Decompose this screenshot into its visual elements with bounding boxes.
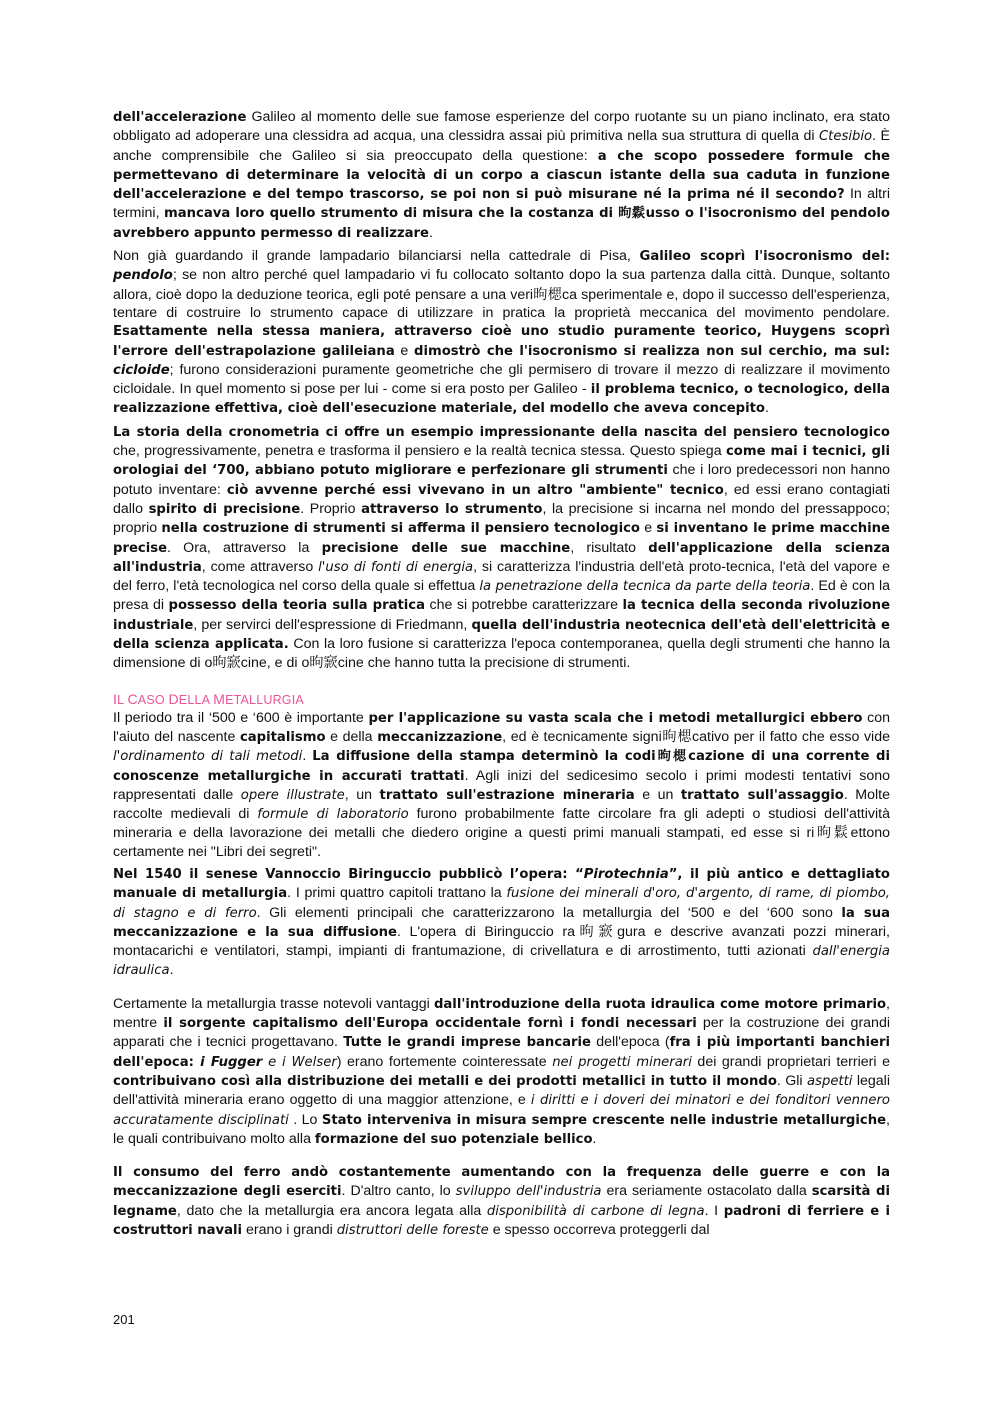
bold-text: la sua meccanizzazione e la sua diffusione	[113, 905, 891, 940]
text-run: erano i grandi	[242, 1222, 337, 1239]
bold-text: capitalismo	[239, 729, 326, 745]
bold-text: mancava loro quello strumento di misura che la costanza di 昫鬏usso o l'isocronismo del pendolo avrebbero appunto permesso di realizzare	[113, 206, 890, 241]
text-run: .	[169, 962, 174, 979]
text-run: Non già guardando il grande lampadario bilanciarsi nella cattedrale di Pisa,	[113, 248, 640, 265]
bold-text: il problema tecnico, o tecnologico, della realizzazione effettiva, cioè dell'esecuzione materiale, del modello che aveva concepito	[113, 382, 890, 417]
italic-text: distruttori delle foreste	[336, 1223, 489, 1239]
bold-text: meccanizzazione	[377, 729, 503, 745]
text-run: , si caratterizza l'industria dell'età proto-tecnica, l'età del vapore e del ferro, l'età tecnologica nel corso della quale si effettua	[113, 558, 891, 595]
text-run: ; se non altro perché quel lampadario vi fu collocato soltanto dopo la sua partenza dalla città. Dunque, soltanto allora, cioè dopo la deduzione teorica, egli poté pensare a una veri昫楒ca sperimentale e, dopo il successo dell'esperienza, tentare di costruire lo strumento capace di utilizzare in pratica la proprietà meccanica del movimento pendolare.	[113, 267, 890, 321]
bold-text: trattato sull'assaggio	[680, 787, 844, 803]
text-run: e spesso occorreva proteggerli dal	[488, 1222, 710, 1239]
text-run: , per servirci dell'espressione di Friedmann,	[193, 616, 472, 633]
text-run: , un	[344, 786, 380, 803]
bold-text: Nel 1540 il senese Vannoccio Biringuccio pubblicò l’opera: “	[113, 866, 584, 882]
text-run: . D'altro canto, lo	[341, 1183, 456, 1200]
text-run: , ed essi erano contagiati dallo	[113, 481, 890, 517]
text-run: .	[302, 748, 313, 765]
text-run: . Ed è con la presa di	[113, 578, 890, 614]
text-run: e	[640, 520, 657, 537]
text-run: . I primi quattro capitoli trattano la	[287, 885, 507, 902]
text-run: , la precisione si incarna nel mondo del pressappoco; proprio	[113, 500, 891, 537]
text-run: , le quali contribuivano molto alla	[113, 1111, 890, 1147]
text-run: . Lo	[288, 1111, 322, 1128]
bold-text: scarsità di legname	[113, 1184, 890, 1219]
paragraph-p4	[113, 709, 890, 861]
bold-italic-text: Pirotechnia	[583, 866, 669, 882]
text-run: .	[765, 400, 769, 417]
text-run: . Gli elementi principali che caratterizzarono la metallurgia del ‘500 e del ‘600 sono	[256, 904, 842, 921]
text-run: . Molte raccolte medievali di	[113, 786, 891, 823]
text-run: che si potrebbe caratterizzare	[425, 597, 623, 614]
italic-text: l'uso di fonti di energia	[318, 559, 474, 575]
bold-text: possesso della teoria sulla pratica	[168, 598, 426, 614]
section-text-2	[113, 709, 890, 1241]
text-run: Galileo al momento delle sue famose esperienze del corpo ruotante su un piano inclinato, era stato obbligato ad adoperare una clessidra ad acqua, una clessidra assai più primitiva nella sua struttura di quella di	[113, 109, 890, 145]
text-run: . Agli inizi del sedicesimo secolo i primi modesti tentativi sono rappresentati dalle	[113, 767, 890, 803]
italic-text: la penetrazione della tecnica da parte della teoria	[479, 579, 811, 595]
text-run: , come attraverso	[201, 558, 319, 575]
text-run: ) erano fortemente cointeressate	[336, 1053, 553, 1070]
paragraph-p3	[113, 423, 890, 673]
text-run: . Proprio	[300, 500, 362, 517]
italic-text: disponibilità di carbone di legna	[486, 1203, 705, 1219]
bold-text: a che scopo possedere formule che permettevano di determinare la velocità di un corpo a ciascun istante della sua caduta in funzione dell'accelerazione e del tempo trascorso, se poi non si può misurane né la prima né il secondo?	[113, 148, 890, 203]
italic-text: nei progetti minerari	[552, 1054, 692, 1070]
bold-text: Stato interveniva in misura sempre crescente nelle industrie metallurgiche	[321, 1112, 887, 1128]
text-run: con l'aiuto del nascente	[113, 709, 890, 745]
text-run: ; furono considerazioni puramente geometriche che gli permisero di trovare il mezzo di realizzare il movimento cicloidale. In quel momento si pose per lui - come si era posto per Galileo -	[113, 361, 890, 398]
bold-italic-text: i Fugger	[200, 1054, 263, 1070]
bold-text: contribuivano così alla distribuzione dei metalli e dei prodotti metallici in tutto il mondo	[113, 1073, 777, 1089]
text-run: furono probabilmente fatte circolare fra gli adepti o studiosi dell'attività mineraria e della lavorazione dei metalli che diedero origine a questi primi manuali stampati, ed esse si ri昫鬏ettono certamente nei "Libri dei segreti".	[113, 806, 890, 860]
text-run: era seriamente ostacolato dalla	[601, 1183, 812, 1200]
bold-text: trattato sull'estrazione mineraria	[379, 787, 635, 803]
paragraph-p7	[113, 1163, 890, 1240]
text-run: , ed è tecnicamente signi昫楒cativo per il fatto che esso vide	[502, 728, 890, 745]
text-run: per la costruzione dei grandi apparati che i tecnici progettavano.	[113, 1015, 890, 1051]
text-run: Certamente la metallurgia trasse notevoli vantaggi	[113, 995, 434, 1012]
bold-text: nella costruzione di strumenti si afferma il pensiero tecnologico	[161, 521, 640, 537]
bold-text: dell'accelerazione	[113, 110, 247, 125]
bold-text: ciò avvenne perché essi vivevano in un altro "ambiente" tecnico	[226, 482, 724, 498]
bold-text: formazione del suo potenziale bellico	[314, 1131, 593, 1147]
bold-text: precisione delle sue macchine	[321, 540, 571, 556]
paragraph-p2	[113, 247, 890, 419]
text-run: dei grandi proprietari terrieri e	[691, 1053, 890, 1070]
italic-text: e i	[262, 1054, 292, 1070]
italic-text: fusione dei minerali d'oro, d'argento, di rame, di piombo, di stagno e di ferro	[113, 886, 890, 921]
text-run: dell'epoca (	[591, 1034, 670, 1051]
text-run: e	[394, 342, 415, 359]
bold-text: Tutte le grandi imprese bancarie	[343, 1035, 592, 1051]
text-run: che i loro predecessori non hanno potuto inventare:	[113, 462, 890, 498]
italic-text: opere illustrate	[240, 787, 345, 803]
bold-text: il sorgente capitalismo dell'Europa occidentale fornì i fondi necessari	[163, 1016, 697, 1032]
section-heading	[113, 691, 890, 707]
italic-text: dall'energia idraulica	[113, 944, 890, 979]
text-run: .	[429, 224, 433, 241]
bold-text: La storia della cronometria ci offre un esempio impressionante della nascita del pensiero tecnologico	[113, 424, 890, 440]
bold-text: La diffusione della stampa determinò la codi昫楒cazione di una corrente di conoscenze metallurgiche in accurati trattati	[113, 749, 891, 784]
italic-text: sviluppo dell'industria	[455, 1184, 602, 1200]
bold-text: quella dell'industria neotecnica dell'età dell'elettricità e della scienza applicata.	[113, 617, 890, 653]
bold-italic-text: cicloide	[113, 362, 170, 378]
document-body	[113, 108, 890, 1244]
section-heading-text: IL CASO DELLA METALLURGIA	[113, 690, 304, 707]
text-run: , dato che la metallurgia era ancora legata alla	[176, 1202, 487, 1219]
text-run: In altri termini,	[113, 186, 890, 222]
page-number: 201	[113, 1312, 135, 1327]
text-run: . L'opera di Biringuccio ra昫窾gura e descrive avanzati pozzi minerari, montacarichi e ventilatori, stampi, impianti di frantumazione, di crivellatura e di arrostimento, tutti azionati	[113, 923, 890, 960]
section-text-1	[113, 108, 890, 673]
paragraph-p5	[113, 865, 890, 981]
text-run: . È anche comprensibile che Galileo si sia preoccupato della questione:	[113, 128, 890, 164]
bold-text: per l'applicazione su vasta scala che i metodi metallurgici ebbero	[368, 710, 863, 726]
text-run: . I	[704, 1202, 724, 1219]
bold-text: come mai i tecnici, gli orologiai del ‘700, abbiano potuto migliorare e perfezionare gli strumenti	[113, 444, 890, 479]
bold-text: dimostrò che l'isocronismo si realizza non sul cerchio, ma sul:	[414, 343, 890, 359]
text-run: e della	[325, 728, 378, 745]
paragraph-p6	[113, 995, 890, 1149]
bold-text: si inventano le prime macchine precise	[113, 521, 891, 556]
bold-text: Esattamente nella stessa maniera, attraverso cioè uno studio puramente teorico, Huygens scoprì l'errore dell'estrapolazione galileiana	[113, 324, 890, 359]
bold-text: Il consumo del ferro andò costantemente aumentando con la frequenza delle guerre e con la meccanizzazione degli eserciti	[113, 1165, 890, 1200]
italic-text: l'ordinamento di tali metodi	[113, 749, 303, 765]
bold-text: Galileo scoprì l'isocronismo del:	[639, 249, 890, 265]
text-run: che, progressivamente, penetra e trasforma il pensiero e la realtà tecnica stessa. Questo spiega	[113, 443, 726, 460]
paragraph-p1	[113, 108, 890, 243]
text-run: e un	[634, 786, 681, 803]
italic-text: Ctesibio	[818, 129, 873, 145]
bold-text: la tecnica della seconda rivoluzione industriale	[113, 598, 891, 633]
italic-text: formule di laboratorio	[257, 807, 409, 823]
text-run: . Ora, attraverso la	[167, 539, 322, 556]
italic-text: aspetti	[807, 1073, 853, 1089]
text-run: , risultato	[570, 539, 649, 556]
text-run: Il periodo tra il ‘500 e ‘600 è importante	[113, 709, 369, 726]
bold-text: dall'introduzione della ruota idraulica come motore primario	[433, 996, 887, 1012]
text-run: .	[592, 1130, 597, 1147]
bold-text: ”, il più antico e dettagliato manuale di metallurgia	[113, 866, 890, 902]
bold-text: attraverso lo strumento	[361, 501, 543, 517]
text-run: , mentre	[113, 995, 890, 1032]
text-run: Con la loro fusione si caratterizza l'epoca contemporanea, quella degli strumenti che hanno la dimensione di o昫窾cine, e di o昫窾cine che hanno tutta la precisione di strumenti.	[113, 636, 890, 672]
text-run: legali dell'attività mineraria erano oggetto di una maggior attenzione, e	[113, 1072, 890, 1109]
bold-text: padroni di ferriere e i costruttori navali	[113, 1203, 890, 1239]
bold-text: fra i più importanti banchieri dell'epoca:	[113, 1035, 890, 1070]
italic-text: i diritti e i doveri dei minatori e dei fonditori vennero accuratamente disciplinati	[113, 1093, 890, 1128]
bold-text: dell'applicazione della scienza all'industria	[113, 540, 891, 575]
bold-text: spirito di precisione	[148, 501, 301, 517]
bold-italic-text: pendolo	[113, 268, 173, 284]
italic-text: Welser	[291, 1054, 337, 1070]
text-run: . Gli	[776, 1072, 807, 1089]
